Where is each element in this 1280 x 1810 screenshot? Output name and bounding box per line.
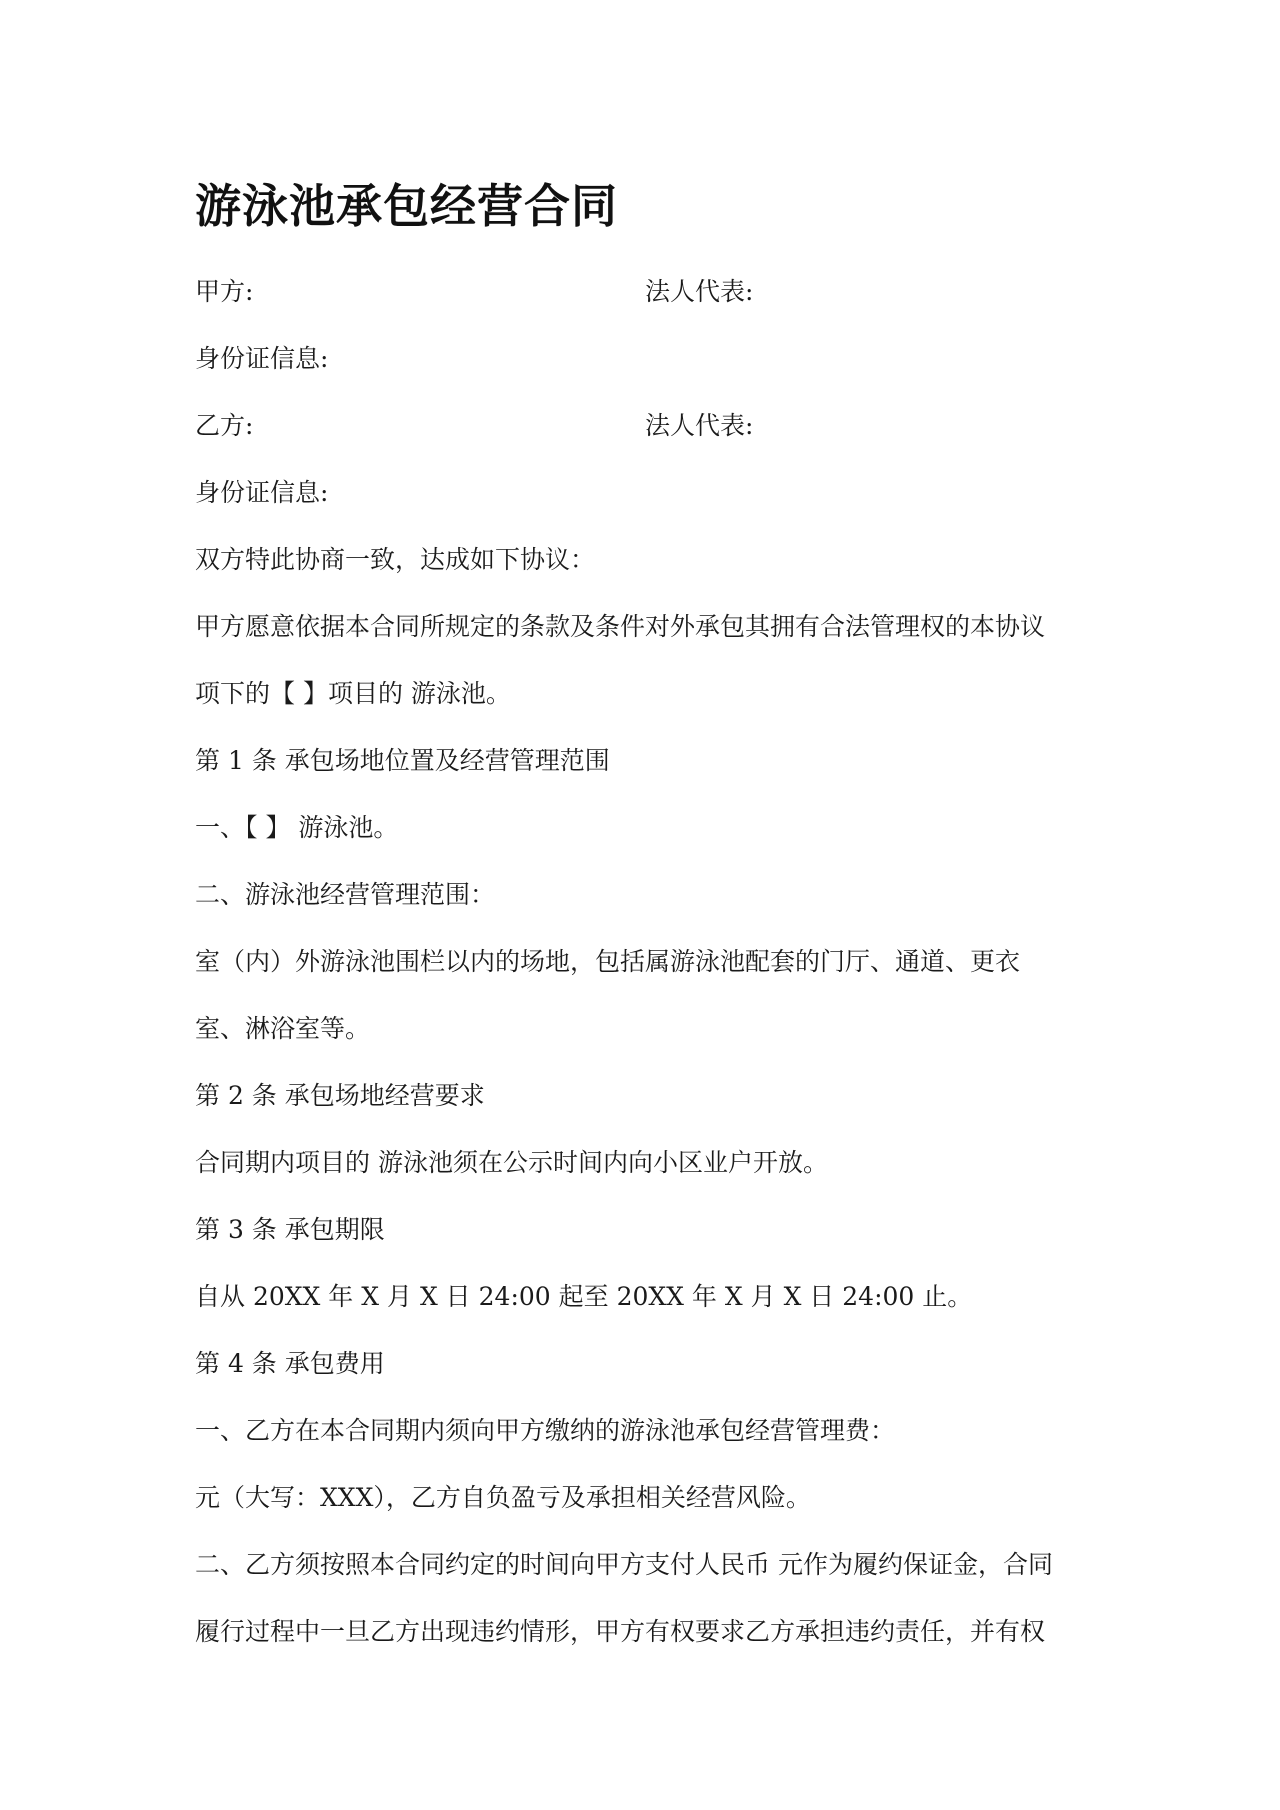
party-b-rep-label: 法人代表: <box>645 411 754 440</box>
body-line: 履行过程中一旦乙方出现违约情形，甲方有权要求乙方承担违约责任，并有权 <box>195 1617 1046 1646</box>
article-heading: 第 2 条 承包场地经营要求 <box>195 1081 485 1110</box>
article-heading: 第 3 条 承包期限 <box>195 1215 385 1244</box>
body-line: 双方特此协商一致，达成如下协议： <box>195 545 596 574</box>
body-line: 一、乙方在本合同期内须向甲方缴纳的游泳池承包经营管理费： <box>195 1416 896 1445</box>
article-heading: 第 1 条 承包场地位置及经营管理范围 <box>195 746 610 775</box>
party-b-id-label: 身份证信息: <box>195 478 329 507</box>
body-line: 二、乙方须按照本合同约定的时间向甲方支付人民币 元作为履约保证金，合同 <box>195 1550 1053 1579</box>
body-line: 室（内）外游泳池围栏以内的场地，包括属游泳池配套的门厅、通道、更衣 <box>195 947 1021 976</box>
party-a-label: 甲方: <box>195 277 254 306</box>
party-a-id-label: 身份证信息: <box>195 344 329 373</box>
body-line: 元（大写：XXX），乙方自负盈亏及承担相关经营风险。 <box>195 1483 811 1512</box>
party-b-row <box>195 409 253 443</box>
party-a-rep-label: 法人代表: <box>645 277 754 306</box>
body-line: 合同期内项目的 游泳池须在公示时间内向小区业户开放。 <box>195 1148 828 1177</box>
body-line: 一、【 】 游泳池。 <box>195 813 399 842</box>
body-line: 甲方愿意依据本合同所规定的条款及条件对外承包其拥有合法管理权的本协议 <box>195 612 1046 641</box>
body-line: 项下的【 】项目的 游泳池。 <box>195 679 511 708</box>
body-line: 自从 20XX 年 X 月 X 日 24:00 起至 20XX 年 X 月 X 日 24:00 止。 <box>195 1282 973 1311</box>
party-b-label: 乙方: <box>195 411 254 440</box>
document-title: 游泳池承包经营合同 <box>195 179 618 233</box>
body-line: 室、淋浴室等。 <box>195 1014 371 1043</box>
article-heading: 第 4 条 承包费用 <box>195 1349 385 1378</box>
party-a-row <box>195 275 253 309</box>
body-line: 二、游泳池经营管理范围： <box>195 880 496 909</box>
